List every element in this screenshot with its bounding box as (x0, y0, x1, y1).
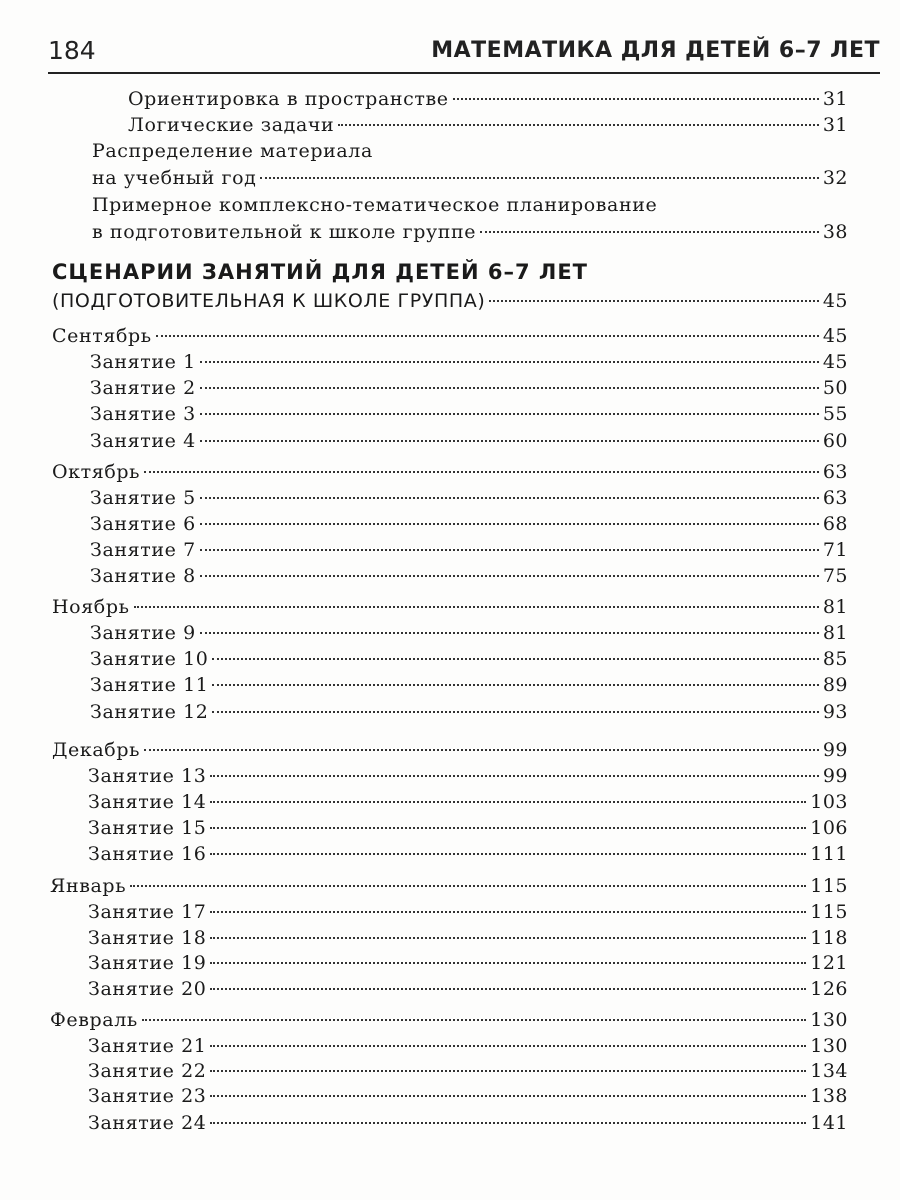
month-label: Декабрь (52, 739, 141, 761)
month-entry[interactable] (50, 1007, 848, 1033)
toc-entry-page: 31 (822, 88, 848, 110)
lesson-label: Занятие 5 (90, 487, 196, 509)
leader-dots (200, 361, 819, 363)
lesson-entry[interactable] (88, 1110, 848, 1136)
leader-dots (210, 801, 806, 803)
leader-dots (200, 575, 819, 577)
lesson-label: Занятие 13 (88, 765, 207, 787)
lesson-entry[interactable] (88, 1033, 848, 1059)
month-label: Январь (50, 875, 127, 897)
lesson-entry[interactable] (88, 950, 848, 976)
section-subtitle: (ПОДГОТОВИТЕЛЬНАЯ К ШКОЛЕ ГРУППА) (52, 290, 486, 312)
leader-dots (212, 711, 818, 713)
lesson-page: 121 (810, 952, 848, 974)
lesson-label: Занятие 14 (88, 791, 207, 813)
month-label: Ноябрь (52, 596, 130, 618)
lesson-entry[interactable] (88, 1058, 848, 1084)
lesson-entry[interactable] (90, 699, 848, 725)
lesson-label: Занятие 16 (88, 843, 207, 865)
lesson-page: 118 (810, 927, 848, 949)
month-page: 81 (822, 596, 848, 618)
lesson-entry[interactable] (90, 646, 848, 672)
lesson-label: Занятие 18 (88, 927, 207, 949)
lesson-page: 111 (810, 843, 848, 865)
leader-dots (210, 827, 806, 829)
toc-entry[interactable] (128, 112, 848, 138)
leader-dots (210, 911, 806, 913)
lesson-entry[interactable] (90, 349, 848, 375)
lesson-page: 130 (810, 1035, 848, 1057)
month-page: 63 (822, 461, 848, 483)
toc-entry-label-line1: Распределение материала (92, 140, 373, 162)
toc-entry-label-line1: Примерное комплексно-тематическое планирование (92, 194, 658, 216)
lesson-label: Занятие 3 (90, 403, 196, 425)
lesson-label: Занятие 2 (90, 377, 196, 399)
lesson-label: Занятие 12 (90, 701, 209, 723)
lesson-page: 45 (822, 351, 848, 373)
lesson-label: Занятие 17 (88, 901, 207, 923)
lesson-label: Занятие 11 (90, 674, 209, 696)
leader-dots (210, 1045, 806, 1047)
leader-dots (142, 1019, 806, 1021)
lesson-page: 141 (810, 1112, 848, 1134)
leader-dots (210, 937, 806, 939)
lesson-page: 99 (822, 765, 848, 787)
lesson-page: 55 (822, 403, 848, 425)
lesson-label: Занятие 23 (88, 1085, 207, 1107)
leader-dots (200, 387, 819, 389)
lesson-page: 103 (810, 791, 848, 813)
leader-dots (210, 775, 818, 777)
lesson-page: 89 (822, 674, 848, 696)
leader-dots (212, 684, 818, 686)
leader-dots (134, 606, 819, 608)
leader-dots (210, 1122, 806, 1124)
lesson-page: 75 (822, 565, 848, 587)
lesson-page: 134 (810, 1060, 848, 1082)
toc-entry-page: 31 (822, 114, 848, 136)
month-label: Сентябрь (52, 325, 152, 347)
leader-dots (210, 988, 806, 990)
month-page: 45 (822, 325, 848, 347)
toc-entry[interactable] (128, 86, 848, 112)
leader-dots (200, 497, 819, 499)
lesson-entry[interactable] (88, 1083, 848, 1109)
lesson-label: Занятие 21 (88, 1035, 207, 1057)
leader-dots (130, 885, 806, 887)
toc-entry-page: 38 (822, 221, 848, 243)
month-entry[interactable] (52, 594, 848, 620)
month-page: 130 (810, 1009, 848, 1031)
lesson-page: 81 (822, 622, 848, 644)
lesson-entry[interactable] (88, 789, 848, 815)
month-entry[interactable] (50, 873, 848, 899)
toc-entry-page: 32 (822, 167, 848, 189)
lesson-label: Занятие 4 (90, 430, 196, 452)
month-page: 115 (810, 875, 848, 897)
lesson-entry[interactable] (88, 976, 848, 1002)
lesson-page: 138 (810, 1085, 848, 1107)
toc-entry-label: на учебный год (92, 167, 257, 189)
month-entry[interactable] (52, 737, 848, 763)
lesson-entry[interactable] (90, 428, 848, 454)
lesson-page: 93 (822, 701, 848, 723)
leader-dots (210, 1095, 806, 1097)
lesson-entry[interactable] (90, 485, 848, 511)
lesson-page: 126 (810, 978, 848, 1000)
lesson-label: Занятие 6 (90, 513, 196, 535)
lesson-entry[interactable] (88, 841, 848, 867)
lesson-entry[interactable] (90, 511, 848, 537)
running-title: МАТЕМАТИКА ДЛЯ ДЕТЕЙ 6–7 ЛЕТ (431, 38, 880, 63)
toc-entry-label: Ориентировка в пространстве (128, 88, 449, 110)
leader-dots (200, 549, 819, 551)
lesson-entry[interactable] (88, 763, 848, 789)
leader-dots (156, 335, 819, 337)
lesson-page: 50 (822, 377, 848, 399)
lesson-entry[interactable] (90, 672, 848, 698)
month-page: 99 (822, 739, 848, 761)
leader-dots (212, 658, 818, 660)
month-label: Октябрь (52, 461, 141, 483)
lesson-label: Занятие 9 (90, 622, 196, 644)
leader-dots (260, 177, 818, 179)
lesson-entry[interactable] (90, 620, 848, 646)
section-entry[interactable] (52, 288, 848, 314)
leader-dots (338, 124, 818, 126)
lesson-label: Занятие 10 (90, 648, 209, 670)
lesson-entry[interactable] (90, 537, 848, 563)
section-page: 45 (822, 290, 848, 312)
leader-dots (489, 300, 818, 302)
toc-entry[interactable] (92, 165, 848, 191)
leader-dots (210, 853, 806, 855)
lesson-entry[interactable] (90, 401, 848, 427)
leader-dots (210, 1070, 806, 1072)
lesson-label: Занятие 19 (88, 952, 207, 974)
lesson-label: Занятие 24 (88, 1112, 207, 1134)
section-title: СЦЕНАРИИ ЗАНЯТИЙ ДЛЯ ДЕТЕЙ 6–7 ЛЕТ (52, 260, 589, 284)
lesson-label: Занятие 7 (90, 539, 196, 561)
leader-dots (200, 413, 819, 415)
leader-dots (480, 231, 819, 233)
lesson-label: Занятие 1 (90, 351, 196, 373)
lesson-label: Занятие 8 (90, 565, 196, 587)
leader-dots (200, 440, 819, 442)
month-label: Февраль (50, 1009, 138, 1031)
leader-dots (144, 471, 819, 473)
leader-dots (200, 523, 819, 525)
lesson-page: 85 (822, 648, 848, 670)
toc-entry-label: Логические задачи (128, 114, 335, 136)
lesson-page: 60 (822, 430, 848, 452)
lesson-entry[interactable] (88, 815, 848, 841)
toc-entry[interactable] (92, 219, 848, 245)
lesson-label: Занятие 22 (88, 1060, 207, 1082)
lesson-page: 63 (822, 487, 848, 509)
lesson-label: Занятие 20 (88, 978, 207, 1000)
lesson-page: 106 (810, 817, 848, 839)
leader-dots (453, 98, 819, 100)
lesson-label: Занятие 15 (88, 817, 207, 839)
month-entry[interactable] (52, 459, 848, 485)
lesson-page: 71 (822, 539, 848, 561)
month-entry[interactable] (52, 323, 848, 349)
leader-dots (200, 632, 819, 634)
lesson-entry[interactable] (88, 899, 848, 925)
lesson-entry[interactable] (88, 925, 848, 951)
lesson-page: 115 (810, 901, 848, 923)
lesson-entry[interactable] (90, 375, 848, 401)
page-number: 184 (48, 36, 96, 65)
toc-entry-label: в подготовительной к школе группе (92, 221, 477, 243)
lesson-entry[interactable] (90, 563, 848, 589)
lesson-page: 68 (822, 513, 848, 535)
leader-dots (144, 749, 819, 751)
leader-dots (210, 962, 806, 964)
